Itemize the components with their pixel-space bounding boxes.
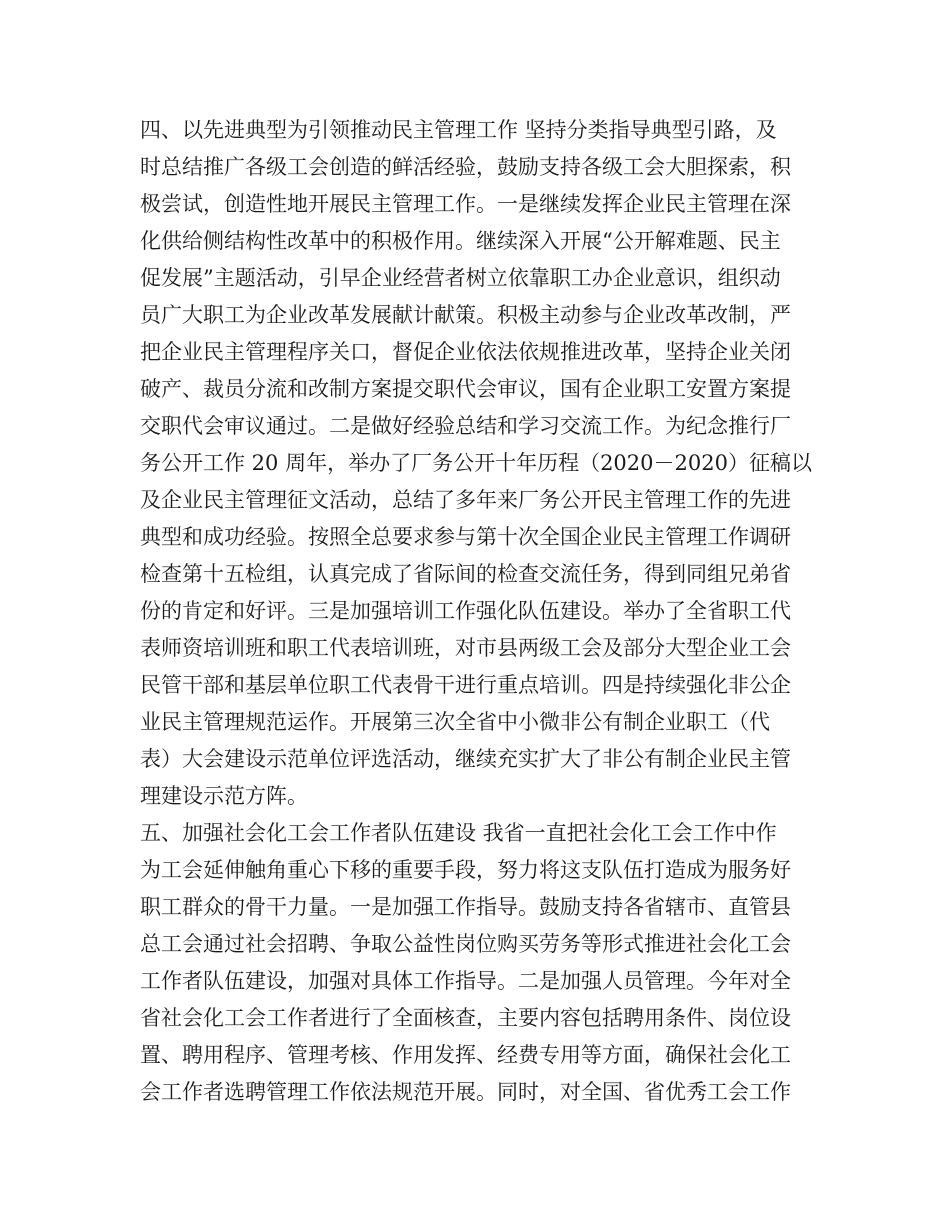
text-line: 职工群众的骨干力量。一是加强工作指导。鼓励支持各省辖市、直管县 bbox=[140, 895, 791, 919]
text-line: 理建设示范方阵。 bbox=[140, 784, 308, 808]
text-line: 典型和成功经验。按照全总要求参与第十次全国企业民主管理工作调研 bbox=[140, 525, 791, 549]
text-line: 为工会延伸触角重心下移的重要手段，努力将这支队伍打造成为服务好 bbox=[140, 858, 791, 882]
text-line: 民管干部和基层单位职工代表骨干进行重点培训。四是持续强化非公企 bbox=[140, 673, 791, 697]
text-line: 极尝试，创造性地开展民主管理工作。一是继续发挥企业民主管理在深 bbox=[140, 192, 791, 216]
text-line: 检查第十五检组，认真完成了省际间的检查交流任务，得到同组兄弟省 bbox=[140, 562, 791, 586]
text-line: 及企业民主管理征文活动，总结了多年来厂务公开民主管理工作的先进 bbox=[140, 488, 791, 512]
text-line: 破产、裁员分流和改制方案提交职代会审议，国有企业职工安置方案提 bbox=[140, 377, 791, 401]
text-line: 份的肯定和好评。三是加强培训工作强化队伍建设。举办了全省职工代 bbox=[140, 599, 791, 623]
text-line: 工作者队伍建设，加强对具体工作指导。二是加强人员管理。今年对全 bbox=[140, 969, 791, 993]
text-line: 务公开工作 20 周年，举办了厂务公开十年历程（2020－2020）征稿以 bbox=[140, 451, 812, 475]
text-line: 表师资培训班和职工代表培训班，对市县两级工会及部分大型企业工会 bbox=[140, 636, 791, 660]
text-line: 交职代会审议通过。二是做好经验总结和学习交流工作。为纪念推行厂 bbox=[140, 414, 791, 438]
body-text bbox=[140, 112, 820, 1111]
text-line: 五、加强社会化工会工作者队伍建设 我省一直把社会化工会工作中作 bbox=[140, 821, 777, 845]
text-line: 置、聘用程序、管理考核、作用发挥、经费专用等方面，确保社会化工 bbox=[140, 1043, 791, 1067]
text-line: 四、以先进典型为引领推动民主管理工作 坚持分类指导典型引路，及 bbox=[140, 118, 777, 142]
text-line: 促发展”主题活动，引早企业经营者树立依靠职工办企业意识，组织动 bbox=[140, 266, 781, 290]
text-line: 总工会通过社会招聘、争取公益性岗位购买劳务等形式推进社会化工会 bbox=[140, 932, 791, 956]
text-line: 化供给侧结构性改革中的积极作用。继续深入开展“公开解难题、民主 bbox=[140, 229, 781, 253]
text-line: 省社会化工会工作者进行了全面核查，主要内容包括聘用条件、岗位设 bbox=[140, 1006, 791, 1030]
text-line: 员广大职工为企业改革发展献计献策。积极主动参与企业改革改制，严 bbox=[140, 303, 791, 327]
text-line: 把企业民主管理程序关口，督促企业依法依规推进改革，坚持企业关闭 bbox=[140, 340, 791, 364]
text-line: 表）大会建设示范单位评选活动，继续充实扩大了非公有制企业民主管 bbox=[140, 747, 791, 771]
text-line: 会工作者选聘管理工作依法规范开展。同时，对全国、省优秀工会工作 bbox=[140, 1080, 791, 1104]
text-line: 时总结推广各级工会创造的鲜活经验，鼓励支持各级工会大胆探索，积 bbox=[140, 155, 791, 179]
text-line: 业民主管理规范运作。开展第三次全省中小微非公有制企业职工（代 bbox=[140, 710, 770, 734]
